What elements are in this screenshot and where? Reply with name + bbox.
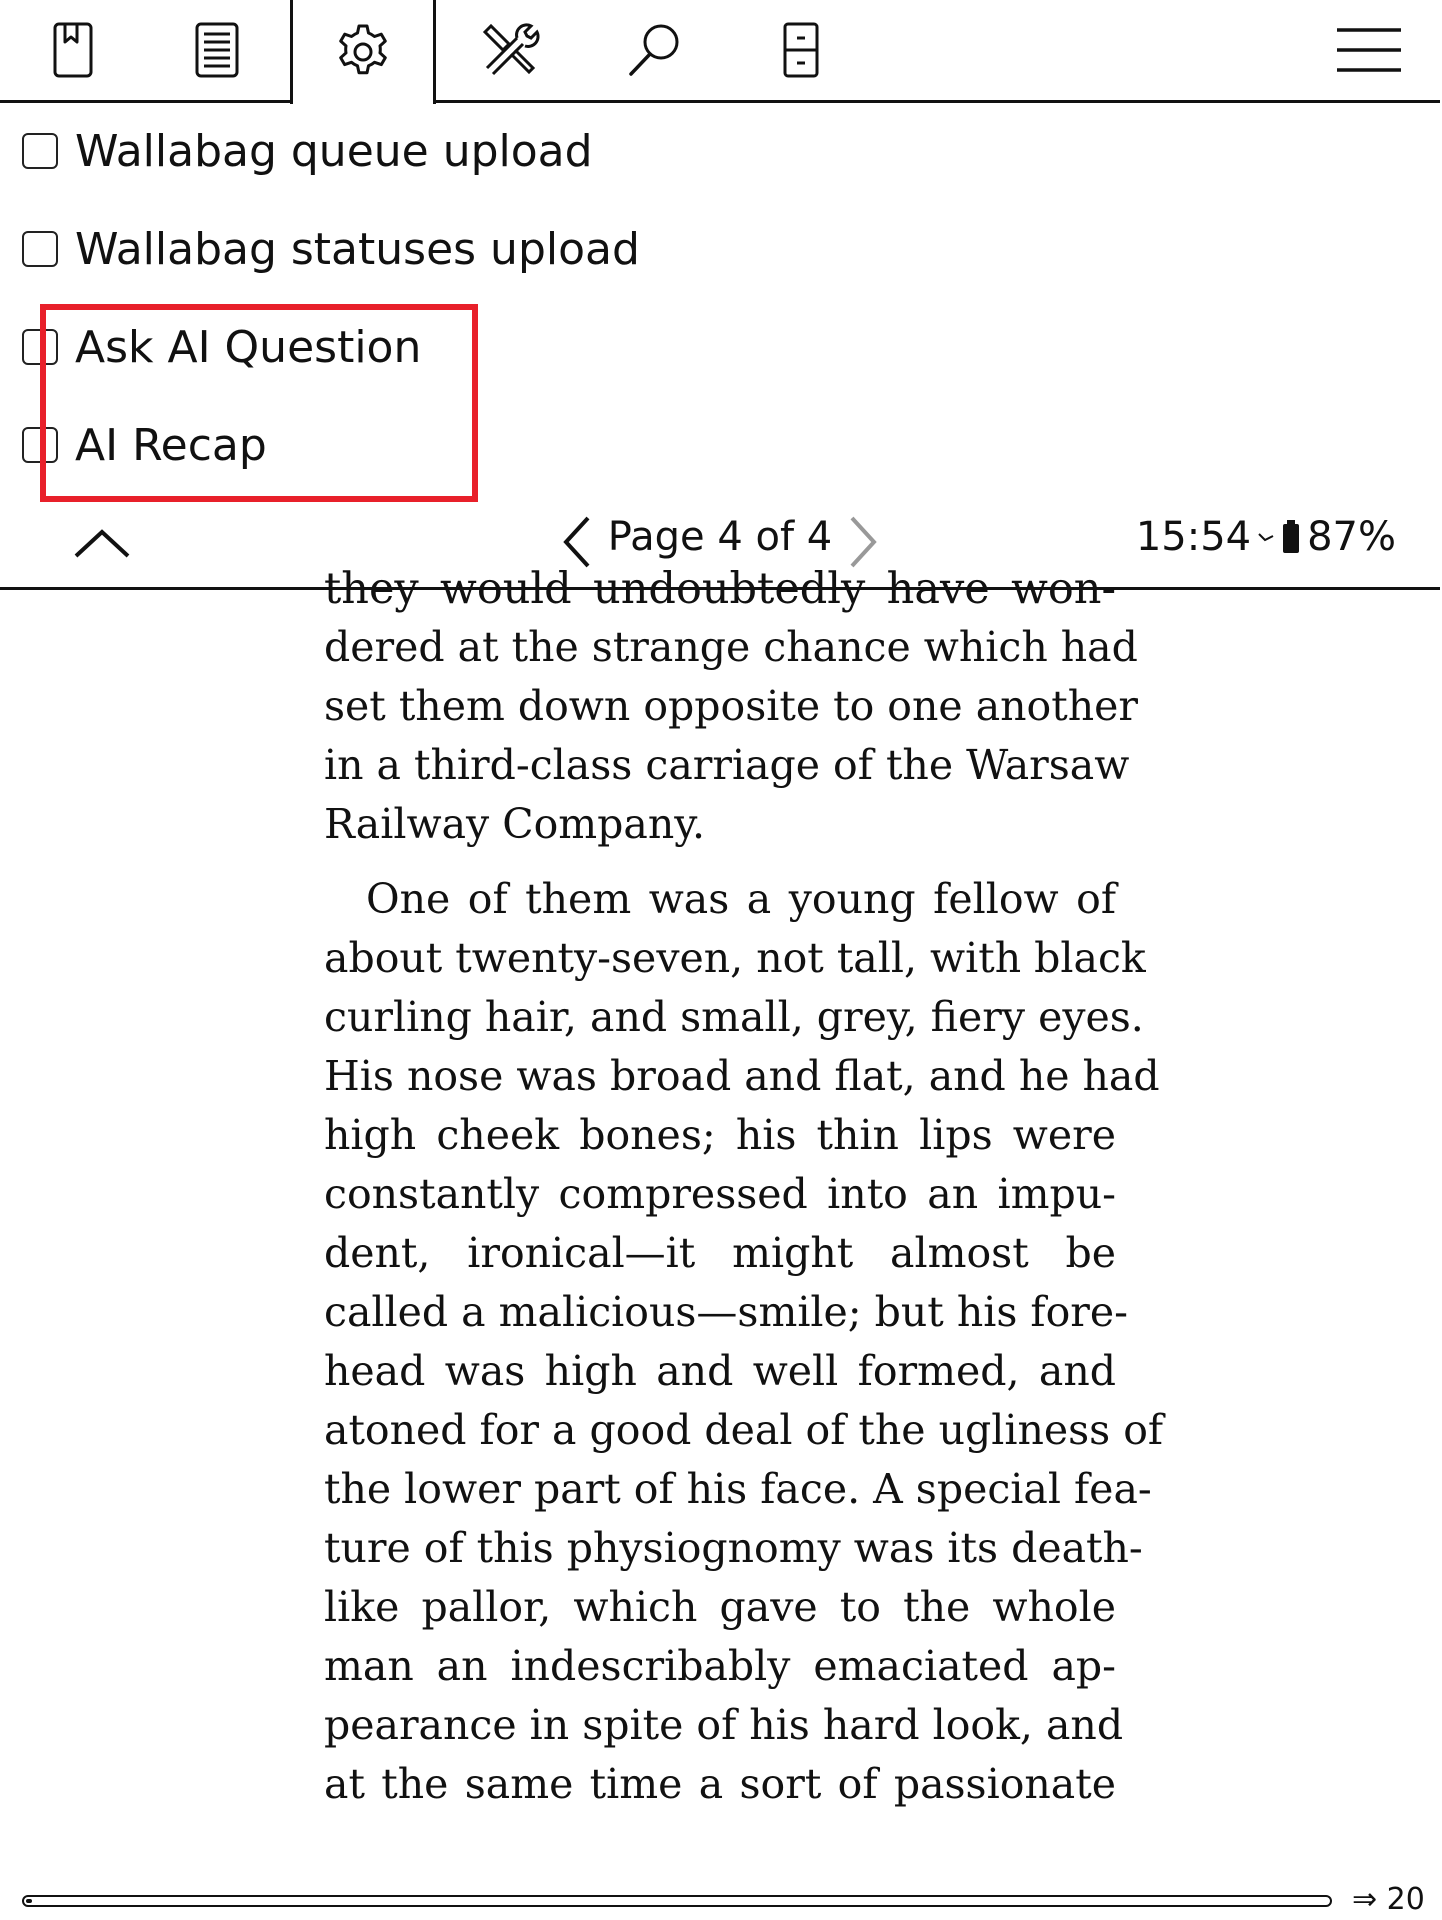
text-line: man an indescribably emaciated ap- bbox=[324, 1642, 1116, 1690]
text-line: dered at the strange chance which had bbox=[324, 623, 1138, 671]
text-line: high cheek bones; his thin lips were bbox=[324, 1111, 1116, 1159]
page-indicator: Page 4 of 4 bbox=[607, 514, 833, 560]
text-line: in a third-class carriage of the Warsaw bbox=[324, 741, 1130, 789]
menu-item-ai-recap[interactable] bbox=[0, 396, 1440, 494]
reading-progress-bar[interactable] bbox=[22, 1895, 1332, 1907]
gear-icon bbox=[331, 20, 395, 84]
text-line: pearance in spite of his hard look, and bbox=[324, 1701, 1124, 1749]
text-line: constantly compressed into an impu- bbox=[324, 1170, 1116, 1218]
bookmark-icon bbox=[41, 18, 105, 82]
tab-search[interactable] bbox=[582, 0, 728, 100]
hamburger-menu-button[interactable] bbox=[1296, 0, 1442, 100]
text-line: at the same time a sort of passionate bbox=[324, 1760, 1116, 1808]
tab-file-manager[interactable] bbox=[728, 0, 874, 100]
chevron-up-icon[interactable] bbox=[70, 514, 134, 570]
text-line: ture of this physiognomy was its death- bbox=[324, 1524, 1143, 1572]
checkbox[interactable] bbox=[22, 231, 58, 267]
text-line: head was high and well formed, and bbox=[324, 1347, 1116, 1395]
tab-tools[interactable] bbox=[436, 0, 582, 100]
progress-label: ⇒ 20 bbox=[1352, 1882, 1425, 1917]
checkbox[interactable] bbox=[22, 427, 58, 463]
paragraph bbox=[324, 870, 1164, 1814]
book-page[interactable] bbox=[0, 564, 1440, 1870]
menu-item-label: Ask AI Question bbox=[75, 321, 422, 373]
text-line: like pallor, which gave to the whole bbox=[324, 1583, 1116, 1631]
cabinet-icon bbox=[769, 18, 833, 82]
text-line: Railway Company. bbox=[324, 800, 705, 848]
tab-toc[interactable] bbox=[144, 0, 290, 100]
hamburger-icon bbox=[1333, 18, 1405, 82]
progress-fill bbox=[26, 1899, 32, 1903]
menu-item-label: AI Recap bbox=[75, 419, 267, 471]
battery-level: 87% bbox=[1307, 514, 1396, 560]
paragraph bbox=[324, 618, 1138, 854]
text-line: curling hair, and small, grey, fiery eyes. bbox=[324, 993, 1144, 1041]
wifi-off-icon bbox=[1257, 528, 1275, 546]
text-line: One of them was a young fellow of bbox=[366, 875, 1116, 923]
tools-icon bbox=[477, 18, 541, 82]
battery-icon bbox=[1281, 519, 1301, 555]
checkbox[interactable] bbox=[22, 329, 58, 365]
text-line: about twenty-seven, not tall, with black bbox=[324, 934, 1146, 982]
checkbox[interactable] bbox=[22, 133, 58, 169]
menu-item-label: Wallabag statuses upload bbox=[75, 223, 640, 275]
document-list-icon bbox=[185, 18, 249, 82]
status-bar bbox=[1136, 514, 1396, 560]
tab-settings[interactable] bbox=[290, 0, 436, 104]
clock: 15:54 bbox=[1135, 514, 1252, 560]
menu-item-wallabag-statuses-upload[interactable] bbox=[0, 200, 1440, 298]
text-line: dent, ironical—it might almost be bbox=[324, 1229, 1116, 1277]
top-toolbar bbox=[0, 0, 1440, 102]
menu-item-wallabag-queue-upload[interactable] bbox=[0, 102, 1440, 200]
tab-bookmark[interactable] bbox=[0, 0, 146, 100]
menu-item-ask-ai-question[interactable] bbox=[0, 298, 1440, 396]
text-line: atoned for a good deal of the ugliness of bbox=[324, 1406, 1164, 1454]
text-line: the lower part of his face. A special fea- bbox=[324, 1465, 1152, 1513]
menu-item-label: Wallabag queue upload bbox=[75, 125, 593, 177]
text-line: His nose was broad and flat, and he had bbox=[324, 1052, 1160, 1100]
partial-text-line: they would undoubtedly have won- bbox=[324, 564, 1116, 614]
text-line: set them down opposite to one another bbox=[324, 682, 1138, 730]
text-line: called a malicious—smile; but his fore- bbox=[324, 1288, 1128, 1336]
search-icon bbox=[623, 18, 687, 82]
